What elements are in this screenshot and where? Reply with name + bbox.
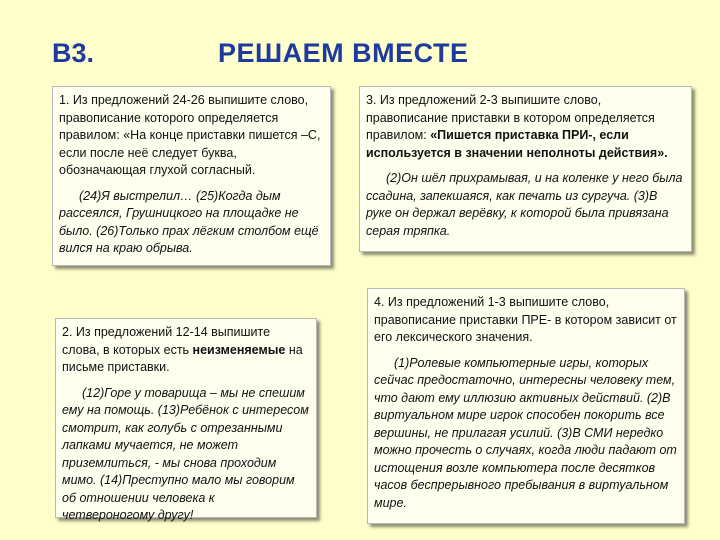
task-text-bold: «Пишется приставка ПРИ-, если используется в значении неполноты действия».: [366, 128, 668, 160]
task-card-1: [52, 86, 331, 266]
task-card-4: [367, 288, 685, 524]
example-text: (2)Он шёл прихрамывая, и на коленке у него была ссадина, запекшаяся, как печать из сургуча. (3)В руке он держал верёвку, к которой была привязана серая тряпка.: [366, 171, 683, 238]
task-text: [62, 324, 310, 377]
example-text: (1)Ролевые компьютерные игры, которых сейчас предостаточно, интересны человеку тем, что дают ему иллюзию активных действий. (2)В виртуальном мире игрок способен покорить все вершины, не прилагая усилий. (3)В СМИ нередко можно прочесть о случаях, когда люди падают от истощения возле компьютера после десятков часов беспрерывного пребывания в виртуальном мире.: [374, 355, 677, 510]
task-text-part: 2. Из предложений 12-14 выпишите слова, в которых есть: [62, 325, 271, 357]
task-text: [366, 92, 685, 162]
task-text-part: 3. Из предложений 2-3 выпишите слово, правописание приставки в котором определяется правилом:: [366, 93, 655, 142]
example-text: (12)Горе у товарища – мы не спешим ему на помощь. (13)Ребёнок с интересом смотрит, как голубь с отрезанными лапками мучается, не может приземлиться, - мы снова проходим мимо. (14)Преступно мало мы говорим об отношении человека к четвероногому другу!: [62, 385, 309, 522]
slide-title: РЕШАЕМ ВМЕСТЕ: [218, 38, 469, 68]
task-card-2: [55, 318, 317, 522]
task-text-bold: неизменяемые: [192, 342, 286, 357]
task-text: 1. Из предложений 24-26 выпишите слово, правописание которого определяется правилом: «На конце приставки пишется –С, если после неё следует буква, обозначающая глухой согласный.: [59, 93, 321, 177]
task-text-part: на письме приставки.: [62, 342, 303, 374]
example-text: (24)Я выстрелил… (25)Когда дым рассеялся, Грушницкого на площадке не было. (26)Только прах лёгким столбом ещё вился на краю обрыва.: [59, 188, 319, 255]
task-text: 4. Из предложений 1-3 выпишите слово, правописание приставки ПРЕ- в котором зависит от его лексического значения.: [374, 295, 677, 344]
slide-code: В3.: [52, 38, 95, 68]
task-card-3: [359, 86, 692, 252]
